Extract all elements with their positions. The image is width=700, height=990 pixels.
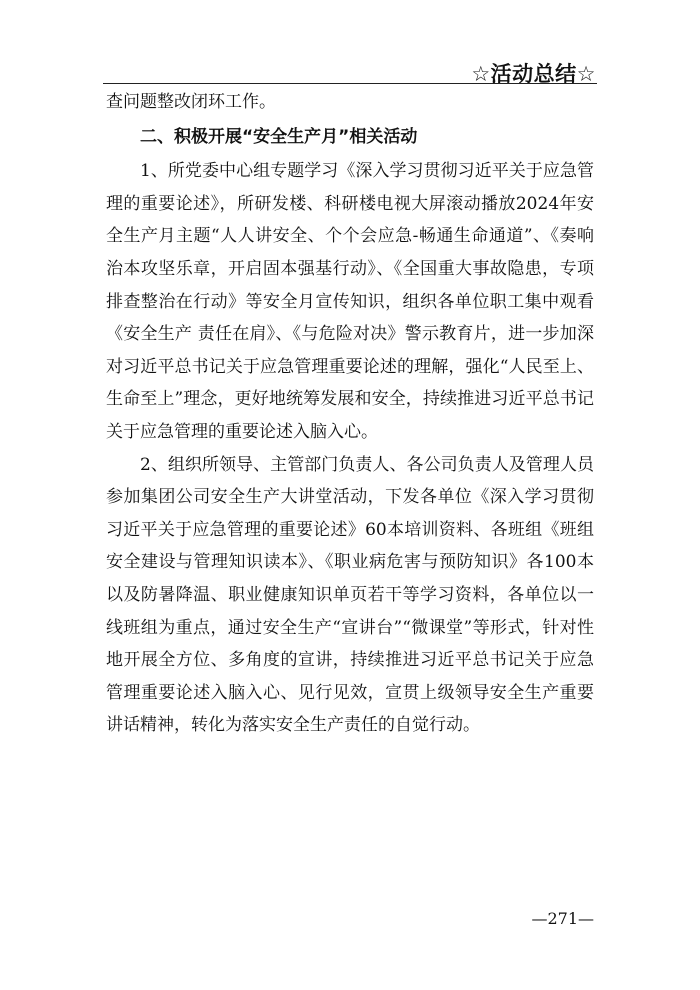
body-paragraph-2: 2、组织所领导、主管部门负责人、各公司负责人及管理人员参加集团公司安全生产大讲堂活动，下发各单位《深入学习贯彻习近平关于应急管理的重要论述》60本培训资料、各班组《班组安全建设与管理知识读本》、《职业病危害与预防知识》各100本以及防暑降温、职业健康知识单页若干等学习资料，各单位以一线班组为重点，通过安全生产“宣讲台”“微课堂”等形式，针对性地开展全方位、多角度的宣讲，持续推进习近平总书记关于应急管理重要论述入脑入心、见行见效，宣贯上级领导安全生产重要讲话精神，转化为落实安全生产责任的自觉行动。 [106,454,594,736]
header-divider [103,83,597,84]
page-number: —271— [531,909,594,928]
continuation-paragraph: 查问题整改闭环工作。 [106,92,276,112]
running-header-title: ☆活动总结☆ [471,62,596,86]
document-body [106,86,594,742]
section-heading: 二、积极开展“安全生产月”相关活动 [140,126,418,147]
body-paragraph-1: 1、所党委中心组专题学习《深入学习贯彻习近平关于应急管理的重要论述》，所研发楼、科研楼电视大屏滚动播放2024年安全生产月主题“人人讲安全、个个会应急-畅通生命通道”、《奏响治本攻坚乐章，开启固本强基行动》、《全国重大事故隐患，专项排查整治在行动》等安全月宣传知识，组织各单位职工集中观看《安全生产 责任在肩》、《与危险对决》警示教育片，进一步加深对习近平总书记关于应急管理重要论述的理解，强化“人民至上、生命至上”理念，更好地统筹发展和安全，持续推进习近平总书记关于应急管理的重要论述入脑入心。 [106,161,594,442]
